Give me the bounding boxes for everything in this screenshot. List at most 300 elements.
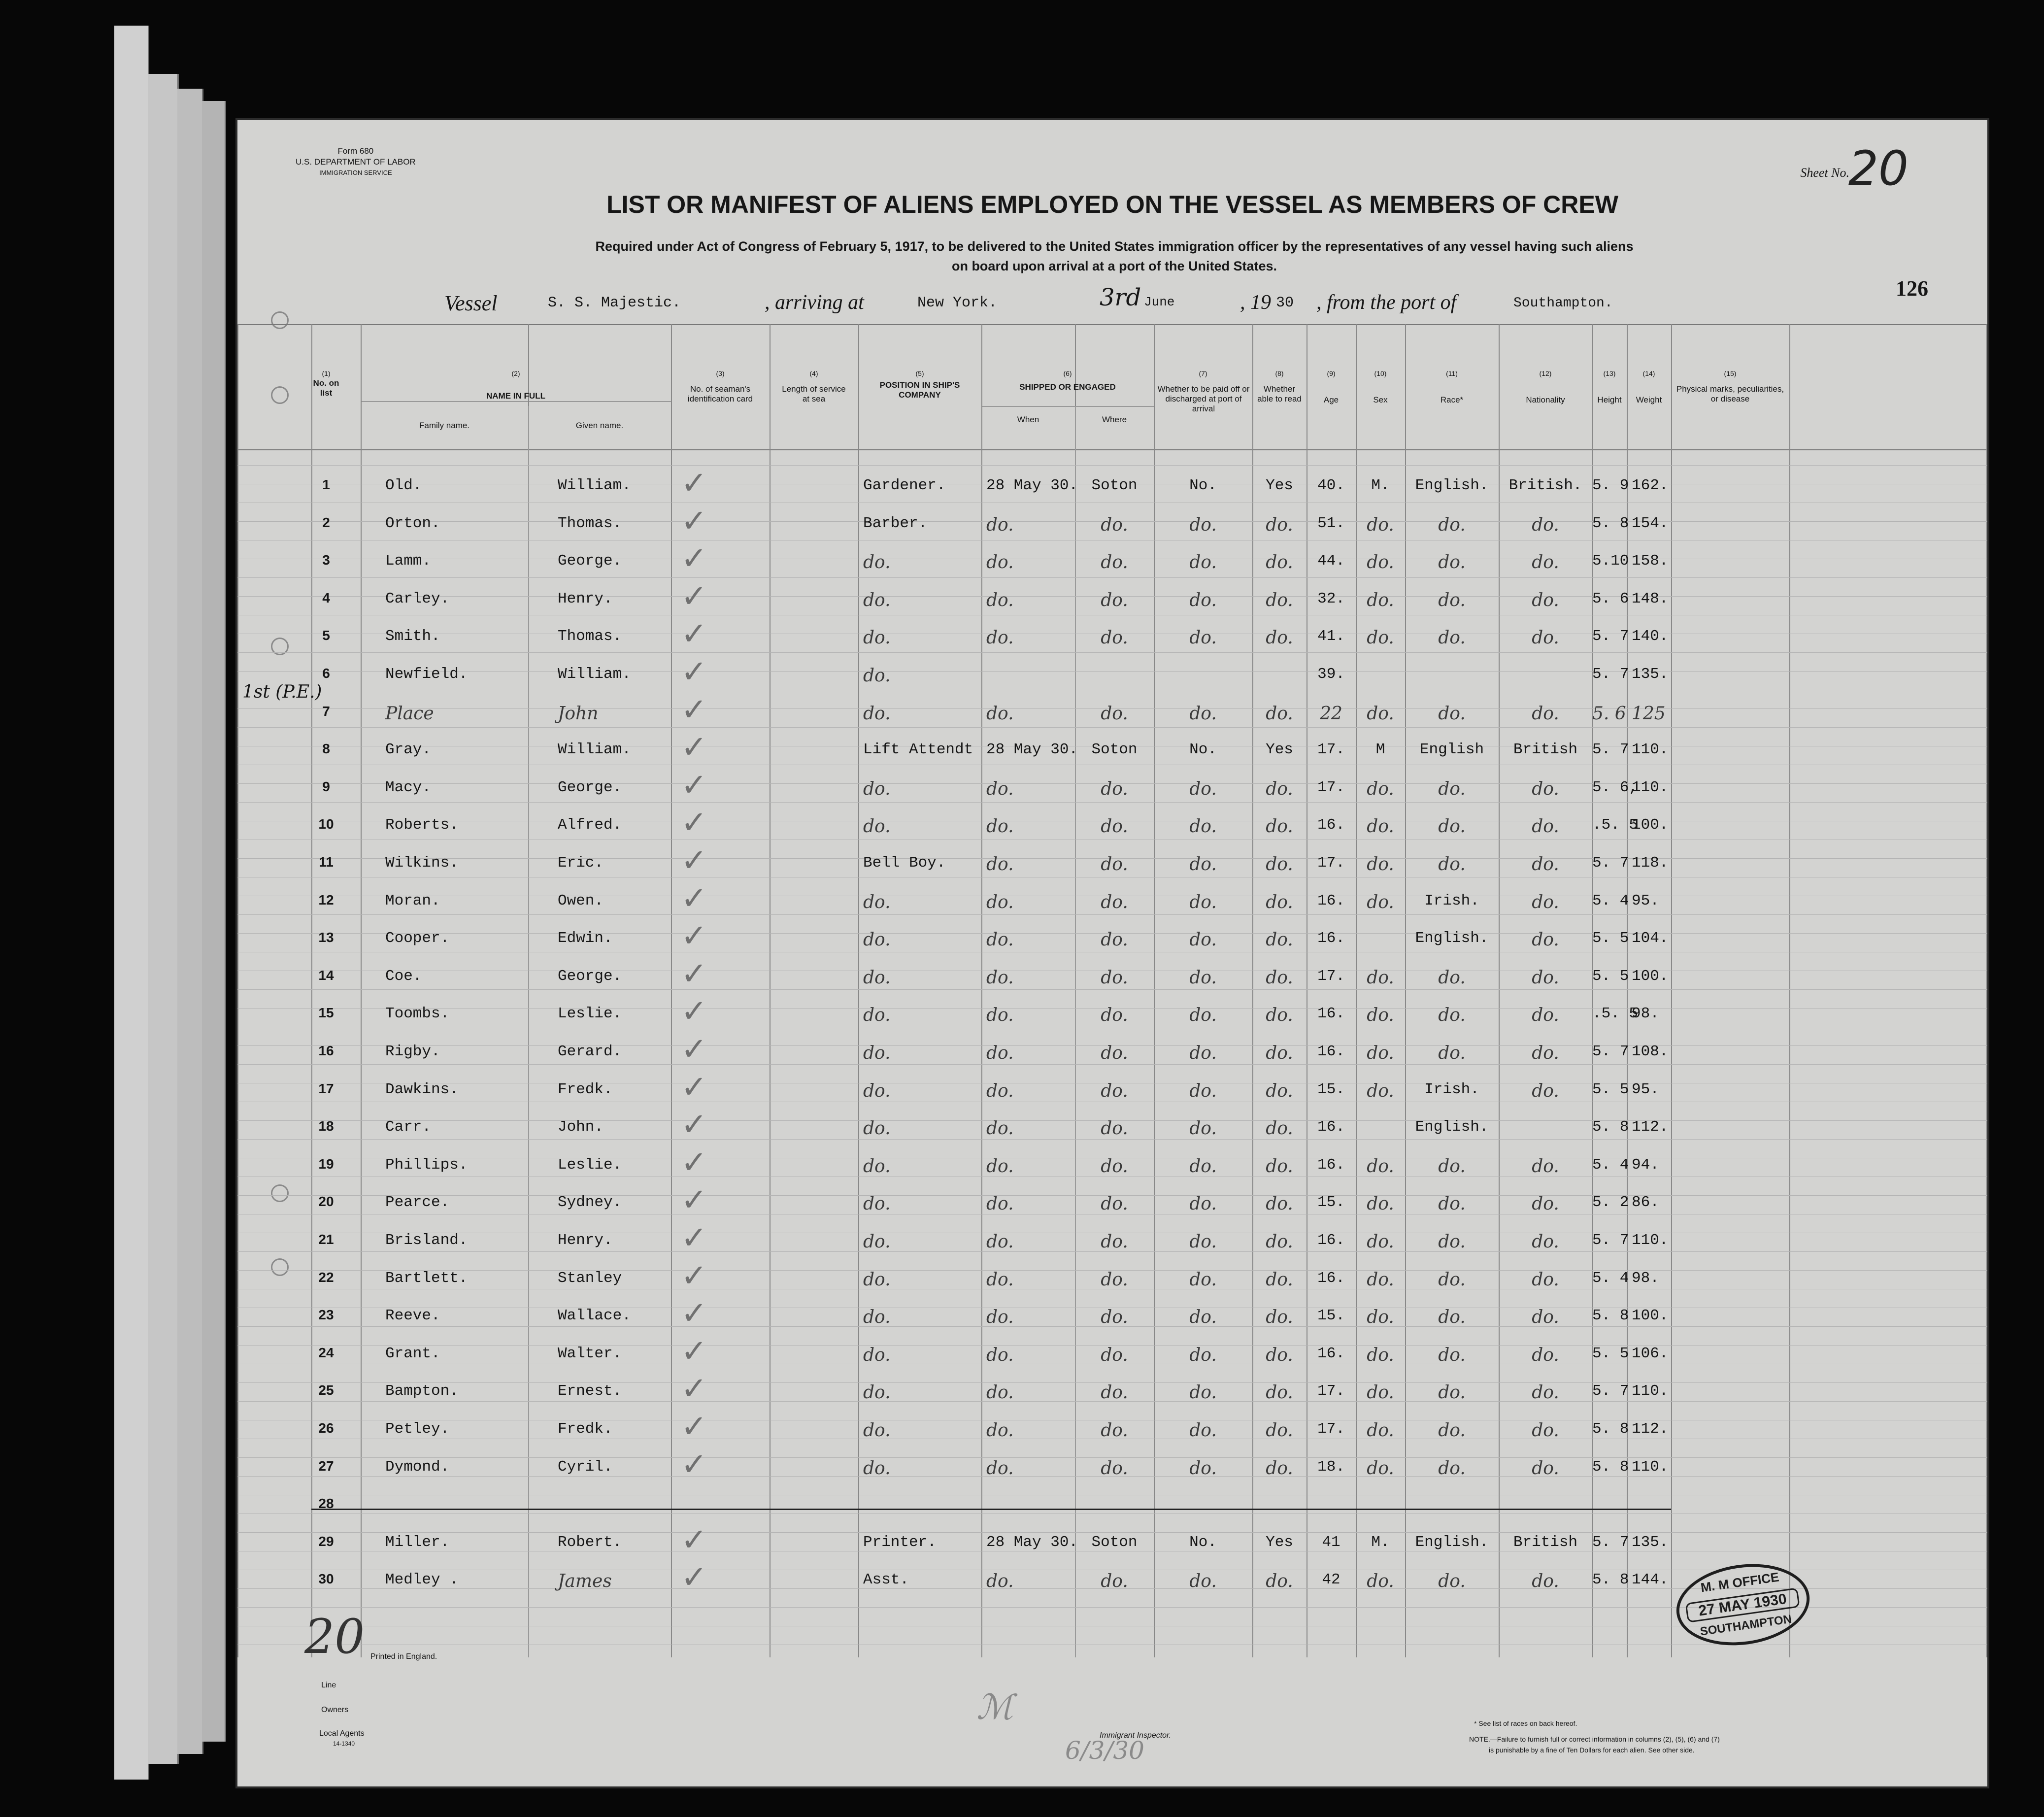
form-service: IMMIGRATION SERVICE	[319, 169, 392, 176]
cell-read: do.	[1266, 703, 1293, 724]
cell-age: 41	[1322, 1533, 1340, 1551]
vessel-label: Vessel	[444, 291, 498, 315]
cell-race: do.	[1438, 1571, 1466, 1592]
cell-nationality: do.	[1532, 1156, 1559, 1177]
line-label: Line	[321, 1681, 336, 1689]
binder-strip	[177, 89, 203, 1754]
cell-nationality: do.	[1532, 590, 1559, 610]
cell-age: 44.	[1317, 552, 1345, 570]
cell-sex: M	[1375, 741, 1385, 759]
cell-no: 21	[318, 1232, 334, 1247]
table-top-rule	[237, 324, 1987, 325]
cell-given: Gerard.	[558, 1043, 622, 1060]
checkmark-icon: ✓	[681, 540, 707, 577]
cell-nationality: do.	[1532, 967, 1559, 988]
cell-when: do.	[986, 1005, 1014, 1026]
cell-paid: No.	[1189, 1533, 1217, 1551]
cell-position: do.	[863, 1269, 891, 1290]
cell-given: Stanley	[558, 1269, 622, 1287]
cell-paid: do.	[1189, 1458, 1217, 1479]
cell-sex: do.	[1367, 1420, 1394, 1441]
cell-race: English.	[1415, 930, 1489, 947]
cell-weight: 110.	[1632, 1458, 1669, 1476]
cell-read: do.	[1266, 590, 1293, 610]
cell-weight: 94.	[1632, 1156, 1659, 1174]
col-9-number: (9)	[1327, 370, 1336, 377]
col-7-label: Whether to be paid off or discharged at port of arrival	[1157, 384, 1250, 413]
cell-race: do.	[1438, 1382, 1466, 1403]
cell-paid: do.	[1189, 930, 1217, 950]
cell-weight: 110.	[1632, 778, 1669, 796]
checkmark-icon: ✓	[681, 1559, 707, 1596]
cell-height: 5. 7	[1592, 1382, 1629, 1400]
cell-where: Soton	[1091, 741, 1138, 759]
cell-read: do.	[1266, 1345, 1293, 1365]
cell-race: do.	[1438, 1043, 1466, 1063]
cell-height: 5. 7	[1592, 854, 1629, 872]
table-row	[237, 1182, 1987, 1221]
cell-no: 4	[322, 590, 330, 606]
cell-sex: do.	[1367, 854, 1394, 875]
cell-height: 5. 5	[1592, 967, 1629, 985]
cell-read: do.	[1266, 1194, 1293, 1214]
stamp-top: M. M OFFICE	[1700, 1569, 1780, 1595]
cell-read: do.	[1266, 552, 1293, 573]
cell-weight: 110.	[1632, 741, 1669, 759]
cell-sex: M.	[1371, 1533, 1390, 1551]
cell-family: Grant.	[385, 1345, 440, 1362]
cell-nationality: do.	[1532, 628, 1559, 648]
cell-where: do.	[1101, 892, 1128, 912]
table-row	[237, 578, 1987, 618]
cell-height: 5. 7	[1592, 741, 1629, 759]
cell-height: .5. 5	[1592, 1005, 1639, 1023]
cell-age: 39.	[1317, 666, 1345, 683]
cell-nationality: do.	[1532, 1345, 1559, 1365]
ruled-line	[237, 465, 1987, 466]
cell-no: 8	[322, 741, 330, 757]
cell-where: do.	[1101, 1194, 1128, 1214]
cell-weight: 108.	[1632, 1043, 1669, 1060]
arriving-label: , arriving at	[765, 291, 864, 314]
cell-age: 16.	[1317, 1269, 1345, 1287]
cell-height: 5. 7	[1592, 1043, 1629, 1060]
cell-no: 6	[322, 666, 330, 681]
cell-height: 5. 8	[1592, 1307, 1629, 1325]
cell-when: 28 May 30.	[986, 1533, 1078, 1551]
cell-paid: do.	[1189, 628, 1217, 648]
col-3-label: No. of seaman's identification card	[687, 384, 753, 404]
cell-age: 17.	[1317, 741, 1345, 759]
cell-race: do.	[1438, 854, 1466, 875]
cell-paid: do.	[1189, 514, 1217, 535]
cell-family: Lamm.	[385, 552, 432, 570]
cell-sex: do.	[1367, 1080, 1394, 1101]
cell-family: Gray.	[385, 741, 432, 759]
cell-position: do.	[863, 1382, 891, 1403]
checkmark-icon: ✓	[681, 691, 707, 728]
cell-paid: do.	[1189, 1194, 1217, 1214]
cell-age: 15.	[1317, 1307, 1345, 1325]
cell-paid: do.	[1189, 1080, 1217, 1101]
checkmark-icon: ✓	[681, 503, 707, 539]
cell-position: do.	[863, 1080, 891, 1101]
cell-height: .5. 5	[1592, 816, 1639, 834]
cell-paid: No.	[1189, 477, 1217, 494]
cell-when: do.	[986, 1080, 1014, 1101]
cell-paid: do.	[1189, 1043, 1217, 1063]
checkmark-icon: ✓	[681, 1446, 707, 1483]
cell-sex: do.	[1367, 1043, 1394, 1063]
inspector-signature: ℳ	[976, 1687, 1013, 1727]
cell-height: 5. 6	[1592, 703, 1626, 724]
cell-when: do.	[986, 1382, 1014, 1403]
col-14-number: (14)	[1642, 370, 1655, 377]
cell-age: 16.	[1317, 1156, 1345, 1174]
table-row	[237, 1521, 1987, 1561]
cell-age: 16.	[1317, 1005, 1345, 1023]
cell-no: 30	[318, 1571, 334, 1587]
cell-weight: 154.	[1632, 514, 1669, 532]
table-row	[237, 880, 1987, 920]
cell-sex: do.	[1367, 1307, 1394, 1328]
cell-position: do.	[863, 1005, 891, 1026]
table-row	[237, 955, 1987, 995]
cell-when: do.	[986, 514, 1014, 535]
cell-given: Alfred.	[558, 816, 622, 834]
cell-weight: 95.	[1632, 892, 1659, 909]
year-prefix: , 19	[1240, 291, 1271, 314]
cell-age: 40.	[1317, 477, 1345, 494]
cell-paid: do.	[1189, 590, 1217, 610]
cell-given: William.	[558, 666, 631, 683]
cell-position: do.	[863, 1307, 891, 1328]
cell-read: do.	[1266, 930, 1293, 950]
cell-position: do.	[863, 778, 891, 799]
col-1-number: (1)	[322, 370, 331, 377]
cell-height: 5. 8	[1592, 1118, 1629, 1136]
cell-where: do.	[1101, 1005, 1128, 1026]
cell-age: 18.	[1317, 1458, 1345, 1476]
cell-where: do.	[1101, 1232, 1128, 1252]
cell-weight: 135.	[1632, 666, 1669, 683]
cell-nationality: do.	[1532, 1458, 1559, 1479]
cell-when: do.	[986, 1232, 1014, 1252]
cell-paid: do.	[1189, 1232, 1217, 1252]
cell-family: Medley .	[385, 1571, 459, 1589]
table-row	[237, 1446, 1987, 1486]
cell-weight: 135.	[1632, 1533, 1669, 1551]
cell-weight: 110.	[1632, 1232, 1669, 1249]
table-row	[237, 654, 1987, 693]
cell-weight: 100.	[1632, 967, 1669, 985]
cell-where: do.	[1101, 1307, 1128, 1328]
cell-given: John.	[558, 1118, 604, 1136]
col-8-label: Whether able to read	[1257, 384, 1302, 404]
cell-height: 5. 8	[1592, 1420, 1629, 1438]
cell-when: do.	[986, 892, 1014, 912]
cell-weight: 148.	[1632, 590, 1669, 607]
cell-nationality: British	[1513, 741, 1578, 759]
cell-race: do.	[1438, 590, 1466, 610]
checkmark-icon: ✓	[681, 1107, 707, 1144]
cell-no: 16	[318, 1043, 334, 1058]
cell-nationality: British	[1513, 1533, 1578, 1551]
form-code: 14-1340	[333, 1740, 355, 1747]
agents-label: Local Agents	[319, 1729, 365, 1738]
checkmark-icon: ✓	[681, 1144, 707, 1181]
cell-no: 5	[322, 628, 330, 643]
cell-weight: 110.	[1632, 1382, 1669, 1400]
cell-age: 42	[1322, 1571, 1340, 1589]
cell-where: do.	[1101, 1345, 1128, 1365]
owners-label: Owners	[321, 1706, 349, 1714]
col-5-label: POSITION IN SHIP'S COMPANY	[879, 380, 960, 400]
cell-no: 13	[318, 930, 334, 945]
checkmark-icon: ✓	[681, 729, 707, 766]
cell-read: do.	[1266, 816, 1293, 837]
checkmark-icon: ✓	[681, 993, 707, 1030]
checkmark-icon: ✓	[681, 805, 707, 841]
cell-paid: do.	[1189, 1156, 1217, 1177]
cell-position: do.	[863, 1458, 891, 1479]
cell-weight: 98.	[1632, 1269, 1659, 1287]
cell-family: Petley.	[385, 1420, 450, 1438]
cell-sex: M.	[1371, 477, 1390, 494]
cell-race: do.	[1438, 1345, 1466, 1365]
printed-note: Printed in England.	[370, 1652, 437, 1661]
cell-family: Place	[385, 703, 434, 724]
col-10-number: (10)	[1374, 370, 1387, 377]
cell-sex: do.	[1367, 892, 1394, 912]
arrival-day: 3rd	[1100, 284, 1141, 311]
cell-race: do.	[1438, 628, 1466, 648]
cell-when: do.	[986, 967, 1014, 988]
cell-where: do.	[1101, 930, 1128, 950]
cell-given: William.	[558, 741, 631, 759]
checkmark-icon: ✓	[681, 1069, 707, 1106]
col-4-number: (4)	[809, 370, 818, 377]
cell-where: do.	[1101, 854, 1128, 875]
cell-when: do.	[986, 1307, 1014, 1328]
cell-race: do.	[1438, 1005, 1466, 1026]
cell-nationality: do.	[1532, 1382, 1559, 1403]
cell-race: do.	[1438, 1420, 1466, 1441]
cell-given: Wallace.	[558, 1307, 631, 1325]
cell-position: Asst.	[863, 1571, 909, 1589]
cell-position: do.	[863, 703, 891, 724]
cell-when: do.	[986, 854, 1014, 875]
cell-given: James	[558, 1571, 612, 1592]
cell-family: Bartlett.	[385, 1269, 468, 1287]
cell-position: do.	[863, 1420, 891, 1441]
cell-when: do.	[986, 1458, 1014, 1479]
subtitle-line-2: on board upon arrival at a port of the United States.	[951, 259, 1277, 273]
checkmark-icon: ✓	[681, 1409, 707, 1445]
cell-read: Yes	[1266, 741, 1293, 759]
binder-strip	[148, 74, 179, 1764]
cell-weight: 140.	[1632, 628, 1669, 645]
cell-height: 5. 5	[1592, 930, 1629, 947]
cell-read: do.	[1266, 1232, 1293, 1252]
cell-race: do.	[1438, 778, 1466, 799]
table-row	[237, 616, 1987, 655]
table-row	[237, 1409, 1987, 1448]
cell-where: do.	[1101, 816, 1128, 837]
cell-when: do.	[986, 1269, 1014, 1290]
cell-race: do.	[1438, 552, 1466, 573]
cell-race: English.	[1415, 477, 1489, 494]
cell-sex: do.	[1367, 1194, 1394, 1214]
cell-read: do.	[1266, 628, 1293, 648]
cell-given: Fredk.	[558, 1420, 613, 1438]
cell-when: do.	[986, 1345, 1014, 1365]
checkmark-icon: ✓	[681, 918, 707, 955]
cell-age: 16.	[1317, 1118, 1345, 1136]
checkmark-icon: ✓	[681, 842, 707, 879]
sheet-number: 20	[1848, 141, 1909, 196]
checkmark-icon: ✓	[681, 1182, 707, 1219]
cell-weight: 95.	[1632, 1080, 1659, 1098]
cell-where: do.	[1101, 1571, 1128, 1592]
cell-race: do.	[1438, 1194, 1466, 1214]
cell-position: do.	[863, 1118, 891, 1139]
col-7-number: (7)	[1199, 370, 1207, 377]
cell-paid: do.	[1189, 892, 1217, 912]
cell-height: 5. 2	[1592, 1194, 1629, 1211]
cell-given: Owen.	[558, 892, 604, 909]
cell-position: Gardener.	[863, 477, 946, 494]
cell-where: do.	[1101, 628, 1128, 648]
cell-paid: do.	[1189, 854, 1217, 875]
cell-age: 22	[1320, 703, 1342, 724]
cell-race: do.	[1438, 514, 1466, 535]
subtitle-line-1: Required under Act of Congress of February 5, 1917, to be delivered to the United States immigration officer by the representatives of any vessel having such aliens	[595, 239, 1634, 254]
cell-no: 11	[319, 854, 334, 870]
col-13-number: (13)	[1603, 370, 1616, 377]
cell-nationality: do.	[1532, 552, 1559, 573]
cell-paid: do.	[1189, 1005, 1217, 1026]
cell-where: do.	[1101, 1458, 1128, 1479]
cell-no: 1	[322, 477, 330, 492]
cell-paid: do.	[1189, 1571, 1217, 1592]
col-6-where-label: Where	[1102, 415, 1127, 424]
cell-race: do.	[1438, 1156, 1466, 1177]
cell-no: 29	[318, 1533, 334, 1549]
document-title: LIST OR MANIFEST OF ALIENS EMPLOYED ON THE VESSEL AS MEMBERS OF CREW	[606, 191, 1618, 218]
cell-no: 20	[318, 1194, 334, 1210]
cell-family: Dawkins.	[385, 1080, 459, 1098]
margin-note: 1st (P.E.)	[242, 682, 322, 702]
cell-height: 5. 7	[1592, 628, 1629, 645]
form-number: Form 680	[337, 146, 374, 156]
cell-no: 23	[318, 1307, 334, 1323]
cell-paid: do.	[1189, 552, 1217, 573]
cell-when: do.	[986, 703, 1014, 724]
cell-position: do.	[863, 590, 891, 610]
cell-where: do.	[1101, 778, 1128, 799]
checkmark-icon: ✓	[681, 767, 707, 804]
cell-race: do.	[1438, 967, 1466, 988]
col-6-label: SHIPPED OR ENGAGED	[1019, 382, 1116, 392]
col-15-label: Physical marks, peculiarities, or disease	[1676, 384, 1784, 404]
cell-no: 12	[318, 892, 334, 908]
cell-age: 17.	[1317, 967, 1345, 985]
table-row	[237, 842, 1987, 882]
page-number: 126	[1896, 276, 1928, 301]
cell-where: do.	[1101, 1080, 1128, 1101]
checkmark-icon: ✓	[681, 1031, 707, 1068]
cell-read: do.	[1266, 1005, 1293, 1026]
cell-where: do.	[1101, 514, 1128, 535]
table-row	[237, 767, 1987, 807]
cell-nationality: do.	[1532, 854, 1559, 875]
cell-read: Yes	[1266, 477, 1293, 494]
cell-no: 7	[322, 703, 330, 719]
cell-age: 15.	[1317, 1080, 1345, 1098]
col-5-number: (5)	[915, 370, 924, 377]
cell-weight: 100.	[1632, 816, 1669, 834]
cell-height: 5. 5	[1592, 1345, 1629, 1362]
cell-sex: do.	[1367, 703, 1394, 724]
cell-age: 16.	[1317, 892, 1345, 909]
table-row	[237, 465, 1987, 505]
cell-race: Irish.	[1424, 1080, 1479, 1098]
cell-race: English.	[1415, 1533, 1489, 1551]
cell-family: Old.	[385, 477, 422, 494]
cell-weight: 106.	[1632, 1345, 1669, 1362]
cell-no: 19	[318, 1156, 334, 1172]
cell-sex: do.	[1367, 1382, 1394, 1403]
cell-nationality: do.	[1532, 514, 1559, 535]
race-note: * See list of races on back hereof.	[1474, 1719, 1577, 1727]
cell-family: Carr.	[385, 1118, 432, 1136]
table-row	[237, 918, 1987, 957]
cell-nationality: do.	[1532, 1043, 1559, 1063]
checkmark-icon: ✓	[681, 1521, 707, 1558]
cell-position: do.	[863, 1194, 891, 1214]
arrival-month: June	[1144, 295, 1175, 309]
cell-family: Rigby.	[385, 1043, 440, 1060]
cell-age: 17.	[1317, 1420, 1345, 1438]
cell-height: 5. 4	[1592, 1156, 1629, 1174]
cell-height: 5. 7	[1592, 1533, 1629, 1551]
cell-given: William.	[558, 477, 631, 494]
cell-race: do.	[1438, 1458, 1466, 1479]
cell-position: Bell Boy.	[863, 854, 946, 872]
checkmark-icon: ✓	[681, 1257, 707, 1294]
cell-weight: 125	[1632, 703, 1666, 724]
cell-read: do.	[1266, 1571, 1293, 1592]
cell-race: do.	[1438, 1307, 1466, 1328]
cell-position: do.	[863, 816, 891, 837]
cell-position: do.	[863, 666, 891, 686]
cell-sex: do.	[1367, 967, 1394, 988]
cell-height: 5. 6	[1592, 590, 1629, 607]
table-row	[237, 1144, 1987, 1184]
inspector-date: 6/3/30	[1065, 1736, 1144, 1765]
cell-read: do.	[1266, 1156, 1293, 1177]
cell-height: 5. 9	[1592, 477, 1629, 494]
col-2-given-label: Given name.	[575, 421, 624, 430]
cell-read: do.	[1266, 1307, 1293, 1328]
cell-where: do.	[1101, 1269, 1128, 1290]
cell-where: do.	[1101, 703, 1128, 724]
cell-paid: do.	[1189, 1307, 1217, 1328]
cell-race: do.	[1438, 1269, 1466, 1290]
cell-no: 15	[318, 1005, 334, 1021]
cell-weight: 112.	[1632, 1118, 1669, 1136]
